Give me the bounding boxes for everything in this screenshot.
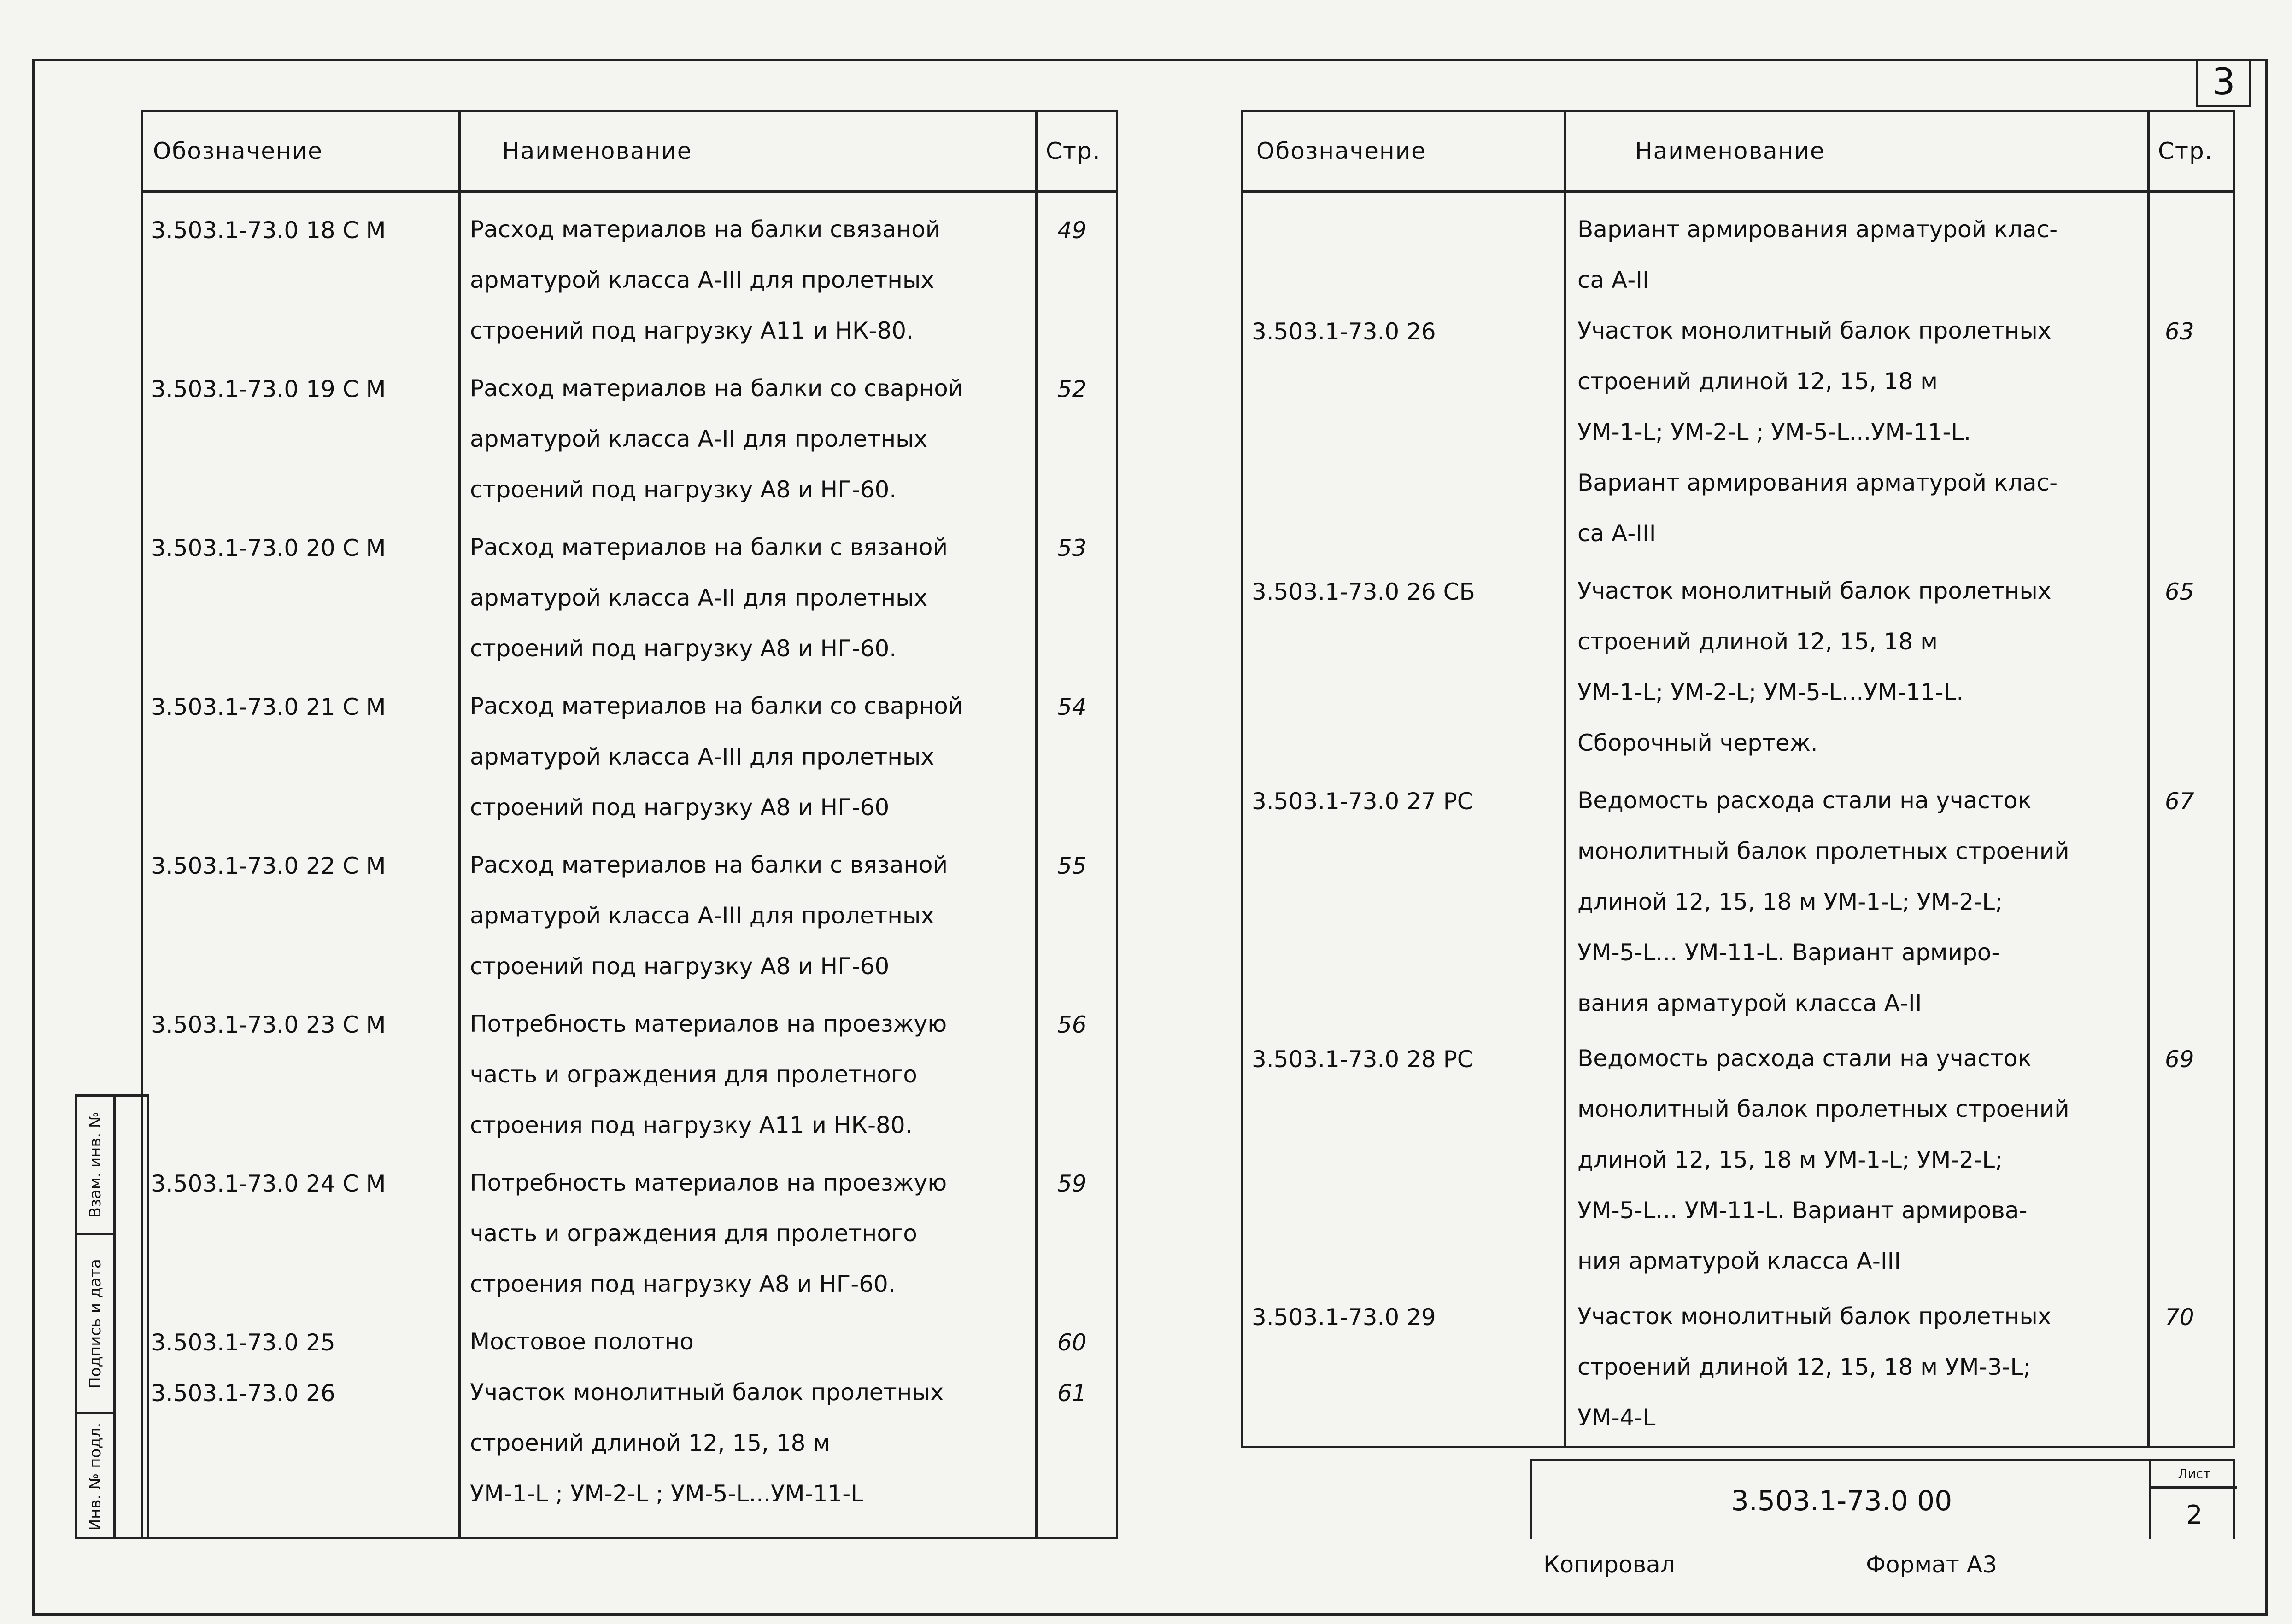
- row-page: 67: [2165, 788, 2194, 815]
- row-desc: Мостовое полотно: [470, 1328, 694, 1355]
- header-page: Стр.: [2158, 138, 2213, 164]
- row-desc: Расход материалов на балки связаной арматурой класса А-III для пролетных строений под нагрузку А11 и НК-80.: [470, 216, 941, 344]
- row-page: 49: [1057, 217, 1087, 244]
- row-code: 3.503.1-73.0 23 С М: [151, 1011, 386, 1038]
- header-designation: Обозначение: [1256, 138, 1426, 164]
- row-desc: Потребность материалов на проезжую часть и ограждения для пролетного строения под нагрузку А8 и НГ-60.: [470, 1169, 947, 1297]
- row-desc: Участок монолитный балок пролетных строений длиной 12, 15, 18 м УМ-1-L; УМ-2-L; УМ-5-L...УМ-11-L. Сборочный чертеж.: [1577, 578, 2052, 756]
- row-code: 3.503.1-73.0 18 С М: [151, 217, 386, 244]
- row-desc: Ведомость расхода стали на участок монолитный балок пролетных строений длиной 12, 15, 18 м УМ-1-L; УМ-2-L; УМ-5-L... УМ-11-L. Вариант армирова- ния арматурой класса А-III: [1577, 1045, 2069, 1274]
- row-page: 54: [1057, 694, 1087, 720]
- row-code: 3.503.1-73.0 29: [1252, 1304, 1436, 1331]
- row-desc: Ведомость расхода стали на участок монолитный балок пролетных строений длиной 12, 15, 18 м УМ-1-L; УМ-2-L; УМ-5-L... УМ-11-L. Вариант армиро- вания арматурой класса А-II: [1577, 787, 2069, 1016]
- row-desc: Участок монолитный балок пролетных строений длиной 12, 15, 18 м УМ-1-L ; УМ-2-L ; УМ-5-L...УМ-11-L: [470, 1379, 944, 1507]
- doc-number: 3.503.1-73.0 00: [1731, 1485, 1952, 1517]
- row-code: 3.503.1-73.0 26 СБ: [1252, 578, 1475, 605]
- row-code: 3.503.1-73.0 22 С М: [151, 853, 386, 879]
- row-desc: Расход материалов на балки с вязаной арматурой класса А-II для пролетных строений под нагрузку А8 и НГ-60.: [470, 534, 948, 662]
- row-page: 61: [1057, 1380, 1087, 1407]
- row-desc: Участок монолитный балок пролетных строений длиной 12, 15, 18 м УМ-1-L; УМ-2-L ; УМ-5-L...УМ-11-L. Вариант армирования арматурой клас- са А-III: [1577, 317, 2058, 547]
- left-table: [141, 110, 1118, 1539]
- row-code: 3.503.1-73.0 24 С М: [151, 1170, 386, 1197]
- header-designation: Обозначение: [153, 138, 323, 164]
- row-page: 59: [1057, 1170, 1087, 1197]
- row-code: 3.503.1-73.0 19 С М: [151, 376, 386, 403]
- footer-copied: Копировал: [1543, 1551, 1675, 1578]
- row-desc: Вариант армирования арматурой клас- са А-II: [1577, 216, 2058, 293]
- header-page: Стр.: [1046, 138, 1101, 164]
- row-desc: Расход материалов на балки с вязаной арматурой класса А-III для пролетных строений под нагрузку А8 и НГ-60: [470, 852, 948, 980]
- row-code: 3.503.1-73.0 20 С М: [151, 535, 386, 561]
- row-page: 52: [1057, 376, 1087, 403]
- row-code: 3.503.1-73.0 21 С М: [151, 694, 386, 720]
- row-desc: Расход материалов на балки со сварной арматурой класса А-III для пролетных строений под нагрузку А8 и НГ-60: [470, 693, 963, 821]
- title-block: [1530, 1459, 2235, 1539]
- right-table: [1241, 110, 2235, 1448]
- list-label: Лист: [2151, 1461, 2237, 1489]
- row-page: 63: [2165, 318, 2194, 345]
- header-name: Наименование: [1635, 138, 1825, 164]
- header-name: Наименование: [502, 138, 692, 164]
- stamp-vzam-inv: Взам. инв. №: [77, 1097, 113, 1235]
- list-number: 2: [2186, 1500, 2203, 1530]
- row-code: 3.503.1-73.0 25: [151, 1329, 335, 1356]
- row-code: 3.503.1-73.0 27 РС: [1252, 788, 1473, 815]
- row-desc: Расход материалов на балки со сварной арматурой класса А-II для пролетных строений под нагрузку А8 и НГ-60.: [470, 375, 963, 503]
- row-page: 55: [1057, 853, 1087, 879]
- row-page: 69: [2165, 1046, 2194, 1073]
- row-page: 65: [2165, 578, 2194, 605]
- stamp-inv-orig: Инв. № подл.: [86, 1422, 105, 1531]
- row-desc: Потребность материалов на проезжую часть и ограждения для пролетного строения под нагрузку А11 и НК-80.: [470, 1011, 947, 1139]
- row-code: 3.503.1-73.0 28 РС: [1252, 1046, 1473, 1073]
- side-stamp: [75, 1094, 149, 1539]
- row-code: 3.503.1-73.0 26: [151, 1380, 335, 1407]
- row-page: 60: [1057, 1329, 1087, 1356]
- row-code: 3.503.1-73.0 26: [1252, 318, 1436, 345]
- row-page: 53: [1057, 535, 1087, 561]
- row-page: 70: [2165, 1304, 2194, 1331]
- row-desc: Участок монолитный балок пролетных строений длиной 12, 15, 18 м УМ-3-L; УМ-4-L: [1577, 1303, 2052, 1431]
- row-page: 56: [1057, 1011, 1087, 1038]
- stamp-sign-date: Подпись и дата: [77, 1235, 113, 1414]
- sheet-number: 3: [2196, 59, 2251, 107]
- footer-format: Формат А3: [1866, 1551, 1997, 1578]
